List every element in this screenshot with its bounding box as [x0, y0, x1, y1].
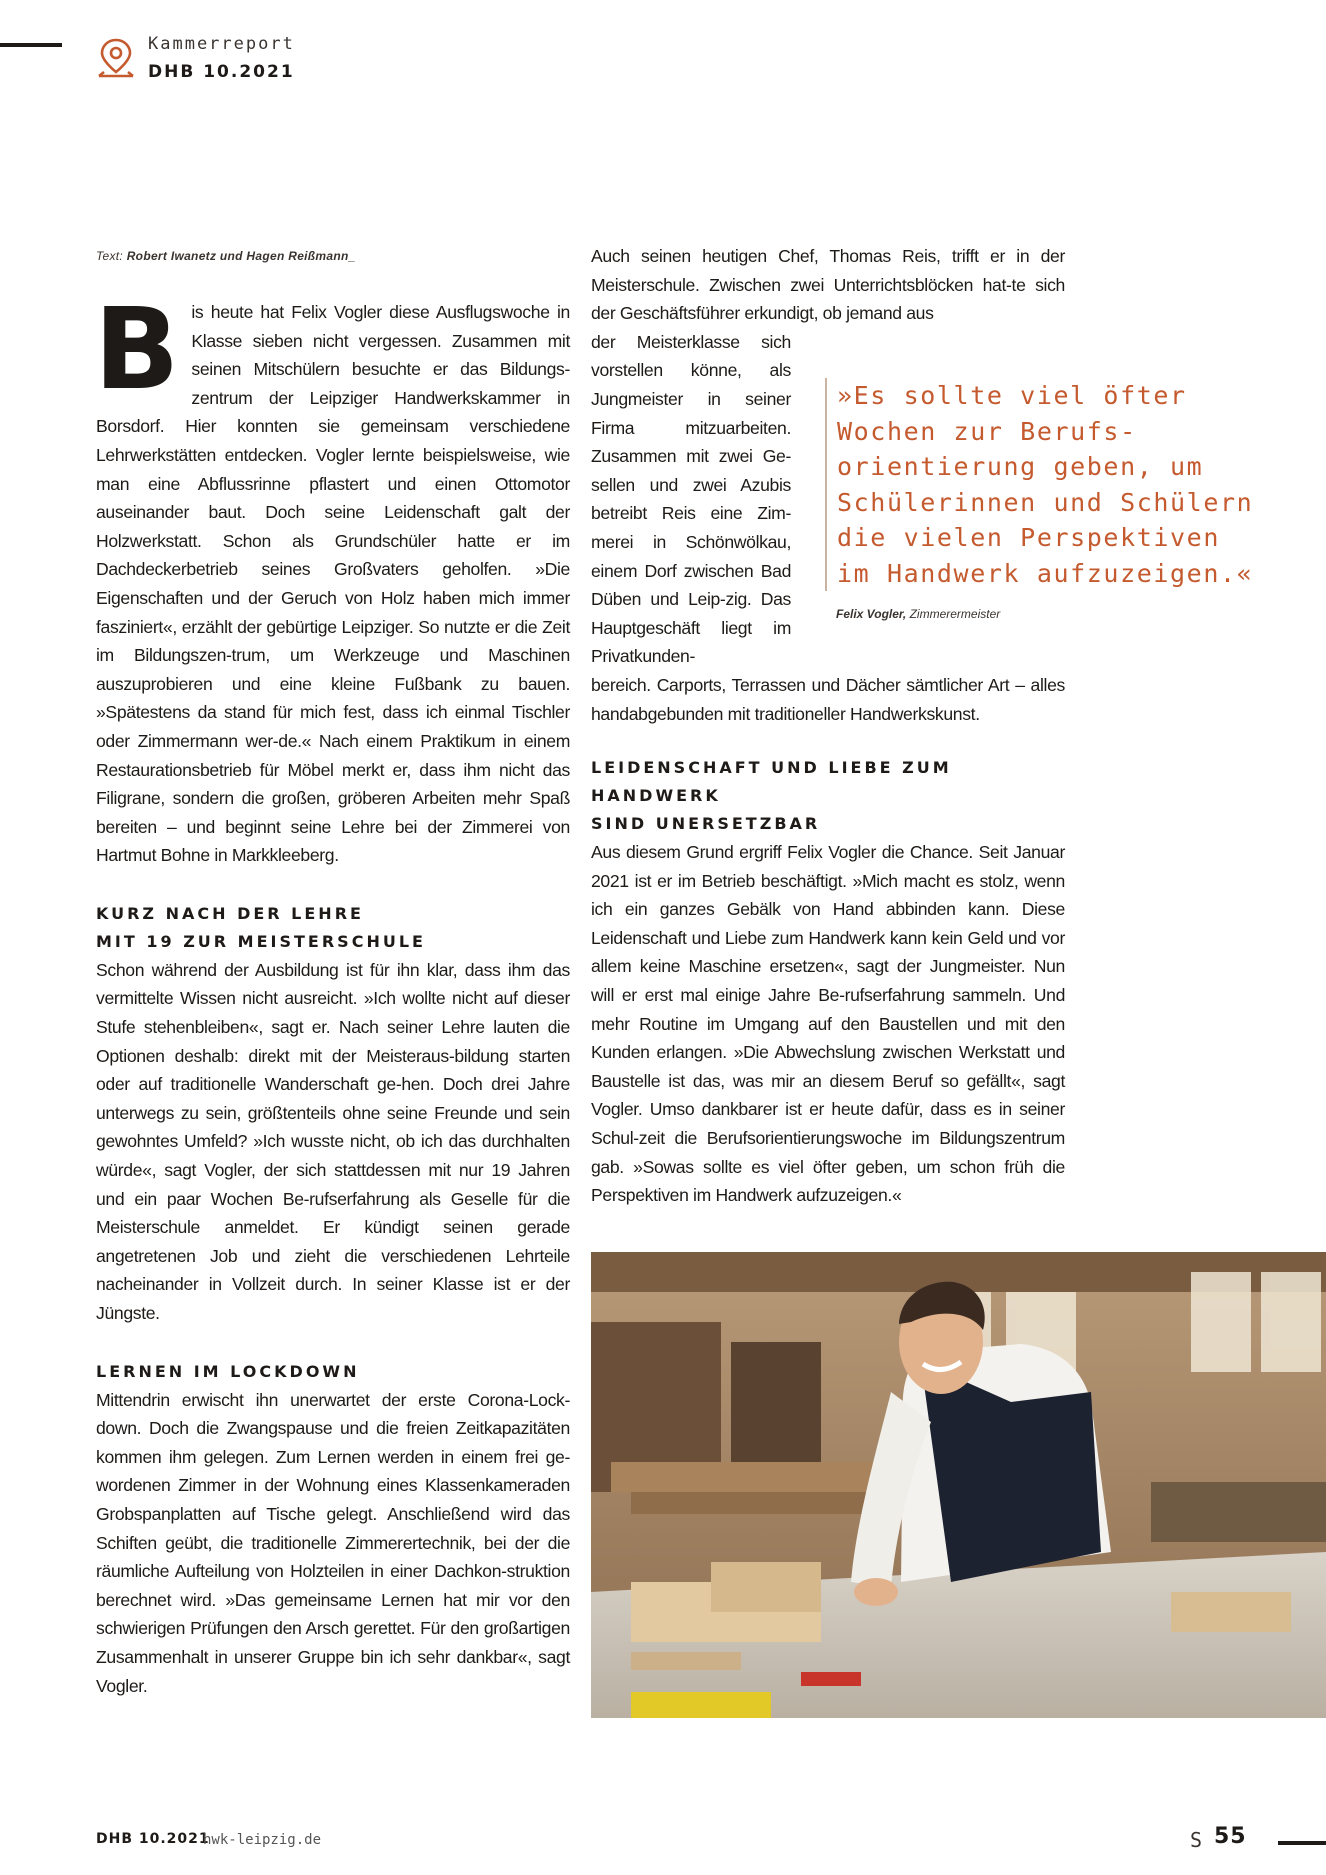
- author-credit: [96, 249, 356, 263]
- quote-attribution: [836, 607, 1000, 621]
- intro-paragraph: [94, 285, 570, 870]
- subheading-line: LEIDENSCHAFT UND LIEBE ZUM HANDWERK: [591, 758, 952, 806]
- footer-issue: DHB 10.2021: [96, 1831, 210, 1847]
- paragraph-leidenschaft: Aus diesem Grund ergriff Felix Vogler die Chance. Seit Januar 2021 ist er im Betrieb beschäftigt. »Mich macht es stolz, wenn ich ein ganzes Gebälk von Hand abbinden kann. Diese Leidenschaft und Liebe zum Handwerk kann kein Geld und vor allem keine Maschine ersetzen«, sagt der Jungmeister. Nun will er erst mal einige Jahre Be-rufserfahrung sammeln. Und mehr Routine im Umgang auf den Baustellen und mit den Kunden erlangen. »Die Abwechslung zwischen Werkstatt und Baustelle ist das, was mir an diesem Beruf so gefällt«, sagt Vogler. Umso dankbarer ist er heute dafür, dass es in seiner Schul-zeit die Berufsorientierungswoche im Bildungszentrum gab. »Sowas sollte es viel öfter geben, um schon früh die Perspektiven im Handwerk aufzuzeigen.«: [591, 842, 1065, 1206]
- spacer: [96, 1328, 570, 1358]
- workshop-photo: [591, 1252, 1326, 1718]
- intro-text: is heute hat Felix Vogler diese Ausflugswoche in Klasse sieben nicht vergessen. Zusammen mit seinen Mitschülern besuchte er das Bildungs-zentrum der Leipziger Handwerkskammer in Borsdorf. Hier konnten sie gemeinsam verschiedene Lehrwerkstätten entdecken. Vogler lernte beispielsweise, wie man eine Abflussrinne pflastert und einen Ottomotor auseinander baut. Doch seine Leidenschaft galt der Holzwerkstatt. Schon als Grundschüler hatte er im Dachdeckerbetrieb seines Großvaters geholfen. »Die Eigenschaften und der Geruch von Holz haben mich immer fasziniert«, erzählt der gebürtige Leipziger. So nutzte er die Zeit im Bildungszen-trum, um Werkzeuge und Maschinen auszuprobieren und eine kleine Fußbank zu bauen. »Spätestens da stand für mich fest, dass ich einmal Tischler oder Zimmermann wer-de.« Nach einem Praktikum in einem Restaurationsbetrieb für Möbel merkt er, dass ihm nicht das Filigrane, sondern die großen, gröberen Arbeiten mehr Spaß bereiten – und beginnt seine Lehre bei der Zimmerei von Hartmut Bohne in Markkleeberg.: [96, 302, 570, 866]
- section-title: Kammerreport: [148, 34, 295, 54]
- subheading-leidenschaft: [591, 754, 1065, 838]
- page-number: 55: [1214, 1824, 1247, 1849]
- location-pin-icon: [96, 36, 136, 80]
- paragraph-meisterschule: Schon während der Ausbildung ist für ihn klar, dass ihm das vermittelte Wissen nicht ausreicht. »Ich wollte nicht auf dieser Stufe stehenbleiben«, sagt er. Nach seiner Lehre lauten die Optionen deshalb: direkt mit der Meisteraus-bildung starten oder auf traditionelle Wanderschaft ge-hen. Doch drei Jahre unterwegs zu sein, größtenteils ohne seine Freunde und sein gewohntes Umfeld? »Ich wusste nicht, ob ich das durchhalten würde«, sagt Vogler, der sich stattdessen mit nur 19 Jahren und ein paar Wochen Be-rufserfahrung als Geselle für die Meisterschule anmeldet. Er kündigt seinen gerade angetretenen Job und zieht die verschiedenen Lehrteile nacheinander in Vollzeit durch. In seiner Klasse ist er der Jüngste.: [96, 959, 570, 1323]
- credit-authors: Robert Iwanetz und Hagen Reißmann_: [126, 249, 356, 263]
- paragraph-chef-narrow: der Meisterklasse sich vorstellen könne, als Jungmeister in seiner Firma mitzuarbeiten. Zusammen mit zwei Ge-sellen und zwei Azubis betreibt Reis eine Zim-merei in Schönwölkau, einem Dorf zwischen Bad Düben und Leip-zig. Das Hauptgeschäft liegt im Privatkunden-: [591, 331, 791, 667]
- spacer: [96, 870, 570, 900]
- left-column: [94, 285, 570, 1700]
- paragraph-lockdown: Mittendrin erwischt ihn unerwartet der erste Corona-Lock-down. Doch die Zwangspause und die freien Zeitkapazitäten kommen ihm gelegen. Zum Lernen werden in einem frei ge-wordenen Zimmer in der Wohnung eines Klassenkameraden Grobspanplatten auf Tische gelegt. Anschließend wird das Schiften geübt, die traditionelle Zimmerertechnik, bei der die räumliche Aufteilung von Holzteilen in einer Dachkon-struktion berechnet wird. »Das gemeinsame Lernen hat mir vor den schwierigen Prüfungen den Arsch gerettet. Für den großartigen Zusammenhalt in unserer Gruppe bin ich sehr dankbar«, sagt Vogler.: [96, 1389, 570, 1696]
- pull-quote-text: »Es sollte viel öfter Wochen zur Berufs- orientierung geben, um Schülerinnen und Schülern die vielen Perspektiven im Handwerk aufzuzeigen.«: [837, 381, 1254, 588]
- credit-prefix: Text:: [96, 249, 124, 263]
- subheading-line: SIND UNERSETZBAR: [591, 814, 821, 834]
- pull-quote: [825, 378, 1267, 591]
- drop-cap: B: [94, 285, 178, 415]
- subheading-lockdown: LERNEN IM LOCKDOWN: [96, 1361, 360, 1381]
- spacer: [591, 728, 1065, 754]
- quote-role: Zimmerermeister: [909, 607, 1001, 621]
- quote-name: Felix Vogler,: [836, 607, 907, 621]
- subheading-meisterschule: [96, 900, 570, 956]
- subheading-line: MIT 19 ZUR MEISTERSCHULE: [96, 931, 426, 951]
- issue-label: DHB 10.2021: [148, 62, 295, 82]
- top-rule: [0, 43, 62, 47]
- footer-url[interactable]: hwk-leipzig.de: [203, 1832, 322, 1848]
- bottom-rule: [1278, 1841, 1326, 1845]
- paragraph-chef-end: bereich. Carports, Terrassen und Dächer sämtlicher Art – alles handabgebunden mit traditioneller Handwerkskunst.: [591, 674, 1065, 724]
- paragraph-chef: Auch seinen heutigen Chef, Thomas Reis, trifft er in der Meisterschule. Zwischen zwei Unterrichtsblöcken hat-te sich der Geschäftsführer erkundigt, ob jemand aus: [591, 246, 1065, 324]
- subheading-line: KURZ NACH DER LEHRE: [96, 903, 364, 923]
- page-label: S: [1190, 1828, 1203, 1852]
